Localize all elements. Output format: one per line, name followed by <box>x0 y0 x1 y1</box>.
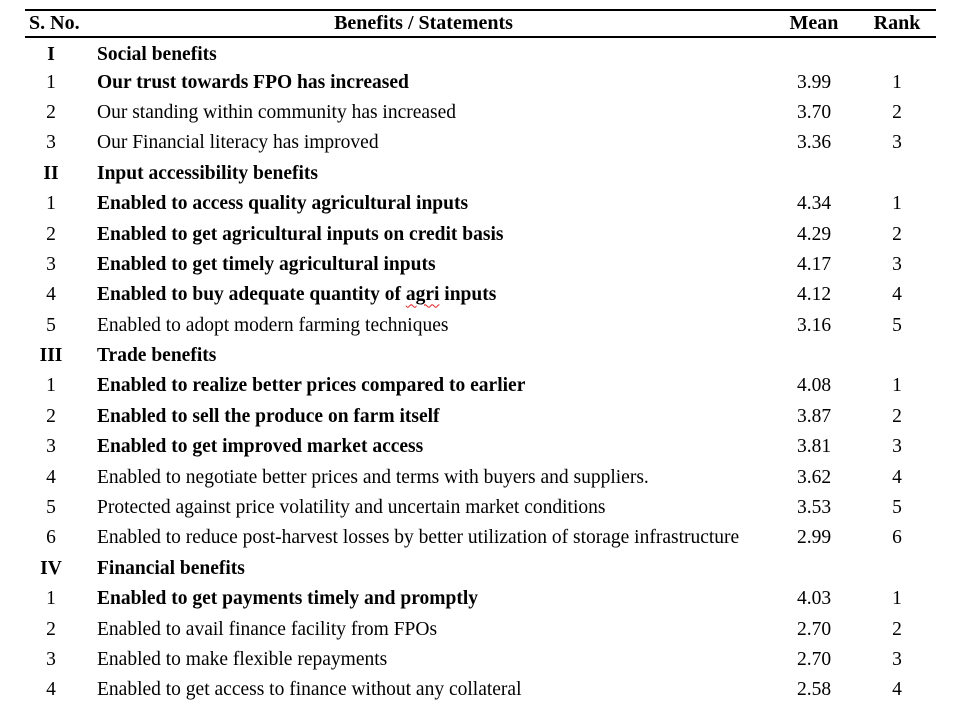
table-row <box>25 554 936 584</box>
mean-cell <box>770 554 858 584</box>
mean-cell: 2.70 <box>796 649 832 670</box>
statement-cell: Enabled to adopt modern farming techniques <box>97 314 449 336</box>
rank-cell <box>858 341 936 371</box>
rank-cell <box>858 37 936 67</box>
rank-cell <box>858 159 936 189</box>
mean-cell: 3.36 <box>796 132 832 154</box>
mean-cell: 4.34 <box>796 193 832 215</box>
mean-cell: 3.70 <box>796 101 832 123</box>
header-mean: Mean <box>770 10 858 37</box>
mean-cell: 3.53 <box>796 497 832 519</box>
mean-cell: 4.08 <box>796 375 832 397</box>
mean-cell: 3.99 <box>796 71 832 93</box>
mean-cell: 2.99 <box>796 527 832 549</box>
table-row <box>25 219 936 249</box>
statement-cell: Enabled to avail finance facility from FPOs <box>97 618 438 640</box>
table-row <box>25 341 936 371</box>
mean-cell: 3.62 <box>796 466 832 488</box>
statement-cell: Enabled to realize better prices compared to earlier <box>97 375 526 397</box>
table-row <box>25 584 936 614</box>
table-row <box>25 523 936 553</box>
rank-cell: 5 <box>892 497 902 519</box>
statement-cell: Enabled to get timely agricultural inputs <box>97 253 436 275</box>
rank-cell: 3 <box>892 436 902 458</box>
statement-cell: Enabled to buy adequate quantity of agri inputs <box>97 284 497 306</box>
rank-cell: 3 <box>892 253 902 275</box>
rank-cell: 1 <box>892 71 902 93</box>
table-row <box>25 311 936 341</box>
table-row <box>25 189 936 219</box>
rank-cell: 2 <box>892 101 902 123</box>
sno-cell: 6 <box>46 527 56 549</box>
rank-cell: 2 <box>892 223 902 245</box>
rank-cell: 4 <box>892 679 902 701</box>
mean-cell <box>770 341 858 371</box>
sno-cell: IV <box>40 557 62 579</box>
table-row <box>25 645 936 675</box>
statement-cell: Our standing within community has increased <box>97 101 457 123</box>
table-row <box>25 462 936 492</box>
statement-cell: Enabled to reduce post-harvest losses by better utilization of storage infrastructure <box>97 527 740 549</box>
sno-cell: 2 <box>46 405 56 427</box>
statement-cell: Enabled to get access to finance without any collateral <box>97 679 522 701</box>
sno-cell: I <box>47 44 55 66</box>
sno-cell: 2 <box>46 101 56 123</box>
statement-cell: Protected against price volatility and uncertain market conditions <box>97 497 606 519</box>
statement-cell: Enabled to get agricultural inputs on credit basis <box>97 223 504 245</box>
table-row <box>25 159 936 189</box>
sno-cell: 4 <box>46 679 56 701</box>
sno-cell: 4 <box>46 466 56 488</box>
mean-cell: 3.81 <box>796 436 832 458</box>
table-row <box>25 98 936 128</box>
table-row <box>25 128 936 158</box>
table-body <box>25 37 936 706</box>
sno-cell: 3 <box>46 649 56 670</box>
table-row <box>25 493 936 523</box>
mean-cell <box>770 159 858 189</box>
statement-cell: Financial benefits <box>97 557 245 579</box>
table-row <box>25 371 936 401</box>
table-row <box>25 432 936 462</box>
sno-cell: 4 <box>46 284 56 306</box>
rank-cell <box>858 554 936 584</box>
rank-cell: 5 <box>892 314 902 336</box>
header-row <box>25 10 936 37</box>
table-row <box>25 675 936 705</box>
header-sno: S. No. <box>25 10 77 37</box>
table-header <box>25 10 936 37</box>
mean-cell: 2.58 <box>796 679 832 701</box>
rank-cell: 2 <box>892 618 902 640</box>
table-row <box>25 280 936 310</box>
statement-cell: Our Financial literacy has improved <box>97 132 379 154</box>
rank-cell: 4 <box>892 466 902 488</box>
rank-cell: 3 <box>892 649 902 670</box>
statement-cell: Our trust towards FPO has increased <box>97 71 409 93</box>
rank-cell: 1 <box>892 375 902 397</box>
benefits-table <box>25 9 936 706</box>
header-statement: Benefits / Statements <box>77 10 770 37</box>
table-row <box>25 250 936 280</box>
statement-cell: Trade benefits <box>97 345 217 367</box>
statement-cell: Enabled to get improved market access <box>97 436 424 458</box>
rank-cell: 3 <box>892 132 902 154</box>
sno-cell: 1 <box>46 71 56 93</box>
mean-cell: 4.17 <box>796 253 832 275</box>
mean-cell: 4.12 <box>796 284 832 306</box>
rank-cell: 4 <box>892 284 902 306</box>
spellcheck-flagged-word: agri <box>405 284 440 306</box>
sno-cell: 2 <box>46 223 56 245</box>
sno-cell: II <box>43 162 59 184</box>
sno-cell: 3 <box>46 253 56 275</box>
mean-cell: 3.16 <box>796 314 832 336</box>
sno-cell: 5 <box>46 497 56 519</box>
mean-cell <box>770 37 858 67</box>
mean-cell: 4.29 <box>796 223 832 245</box>
table-row <box>25 614 936 644</box>
statement-cell: Input accessibility benefits <box>97 162 319 184</box>
sno-cell: 1 <box>46 588 56 610</box>
header-rank: Rank <box>858 10 936 37</box>
statement-cell: Enabled to sell the produce on farm itself <box>97 405 440 427</box>
table-row <box>25 67 936 97</box>
table-row <box>25 402 936 432</box>
sno-cell: 2 <box>46 618 56 640</box>
mean-cell: 3.87 <box>796 405 832 427</box>
sno-cell: 3 <box>46 132 56 154</box>
sno-cell: 5 <box>46 314 56 336</box>
rank-cell: 1 <box>892 588 902 610</box>
statement-cell: Enabled to get payments timely and promptly <box>97 588 478 610</box>
statement-cell: Enabled to access quality agricultural inputs <box>97 193 469 215</box>
statement-cell: Enabled to make flexible repayments <box>97 649 388 670</box>
sno-cell: 3 <box>46 436 56 458</box>
table-row <box>25 37 936 67</box>
rank-cell: 6 <box>892 527 902 549</box>
sno-cell: III <box>39 345 63 367</box>
rank-cell: 1 <box>892 193 902 215</box>
rank-cell: 2 <box>892 405 902 427</box>
statement-cell: Social benefits <box>97 44 217 66</box>
sno-cell: 1 <box>46 193 56 215</box>
statement-cell: Enabled to negotiate better prices and terms with buyers and suppliers. <box>97 466 649 488</box>
mean-cell: 4.03 <box>796 588 832 610</box>
sno-cell: 1 <box>46 375 56 397</box>
mean-cell: 2.70 <box>796 618 832 640</box>
